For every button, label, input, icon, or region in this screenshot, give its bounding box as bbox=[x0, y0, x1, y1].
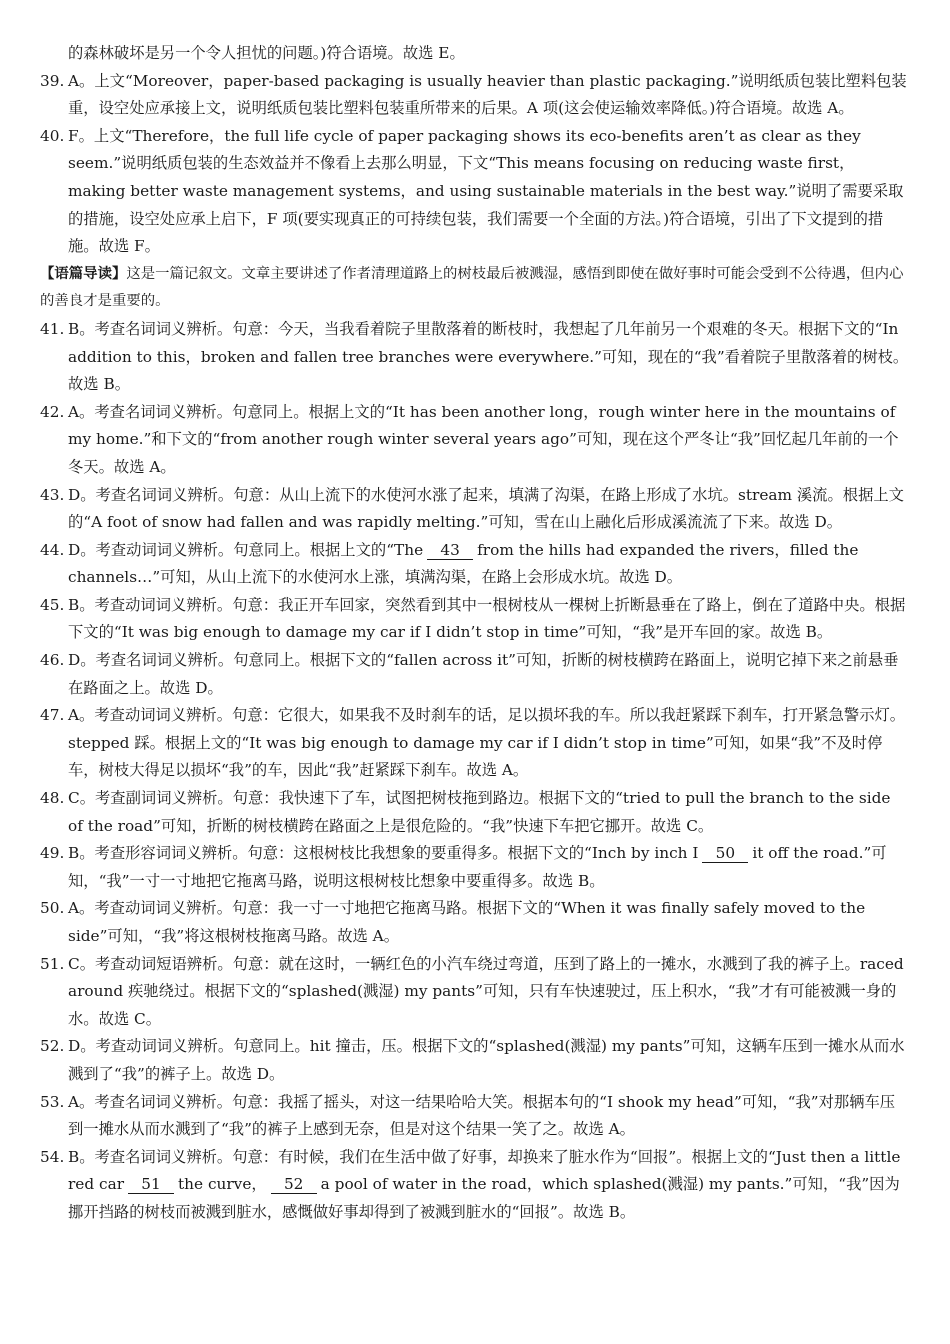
item-text: D。考查名词词义辨析。句意同上。根据下文的“fallen across it”可知，折断的树枝横跨在路面上，说明它掉下来之前悬垂在路面之上。故选 D。 bbox=[68, 651, 899, 697]
blank-number-2: 52 bbox=[271, 1175, 317, 1194]
item-number: 49. bbox=[40, 844, 65, 863]
answer-item-51 bbox=[40, 951, 910, 1034]
item-number: 44. bbox=[40, 540, 65, 559]
item-text: C。考查动词短语辨析。句意：就在这时，一辆红色的小汽车绕过弯道，压到了路上的一摊水，水溅到了我的裤子上。raced around 疾驰绕过。根据下文的“splashed(溅湿) my pants”可知，只有车快速驶过，压上积水，“我”才有可能被溅一身的水。故选 C。 bbox=[68, 954, 904, 1028]
item-text: A。考查名词词义辨析。句意：我摇了摇头，对这一结果哈哈大笑。根据本句的“I shook my head”可知，“我”对那辆车压到一摊水从而水溅到了“我”的裤子上感到无奈，但是对这个结果一笑了之。故选 A。 bbox=[68, 1092, 896, 1139]
item-text: D。考查名词词义辨析。句意：从山上流下的水使河水涨了起来，填满了沟渠，在路上形成了水坑。stream 溪流。根据上文的“A foot of snow had fallen and was rapidly melting.”可知，雪在山上融化后形成溪流流了下来。故选 D。 bbox=[68, 485, 904, 532]
item-text-before-blank: D。考查动词词义辨析。句意同上。根据上文的“The bbox=[68, 540, 424, 559]
item-number: 50. bbox=[40, 899, 65, 918]
item-number: 53. bbox=[40, 1092, 65, 1111]
item-text-after-blank: a pool of water in the road，which splashed(溅湿) my pants.”可知，“我”因为挪开挡路的树枝而被溅到脏水，感慨做好事却得到了被溅到脏水的“回报”。故选 B。 bbox=[68, 1175, 900, 1221]
item-text: B。考查动词词义辨析。句意：我正开车回家，突然看到其中一根树枝从一棵树上折断悬垂在了路上，倒在了道路中央。根据下文的“It was big enough to damage my car if I didn’t stop in time”可知，“我”是开车回的家。故选 B。 bbox=[68, 595, 906, 642]
item-number: 48. bbox=[40, 789, 65, 808]
item-text: C。考查副词词义辨析。句意：我快速下了车，试图把树枝拖到路边。根据下文的“tried to pull the branch to the side of the road”可知，折断的树枝横跨在路面之上是很危险的。“我”快速下车把它挪开。故选 C。 bbox=[68, 789, 891, 835]
answer-item-40 bbox=[40, 123, 910, 261]
item-number: 54. bbox=[40, 1147, 65, 1166]
blank-number: 50 bbox=[702, 844, 748, 863]
item-number: 43. bbox=[40, 485, 65, 504]
item-text: A。考查动词词义辨析。句意：我一寸一寸地把它拖离马路。根据下文的“When it was finally safely moved to the side”可知，“我”将这根树枝拖离马路。故选 A。 bbox=[68, 899, 866, 945]
item-number: 47. bbox=[40, 706, 65, 725]
item-number: 41. bbox=[40, 319, 65, 338]
item-text: D。考查动词词义辨析。句意同上。hit 撞击，压。根据下文的“splashed(溅湿) my pants”可知，这辆车压到一摊水从而水溅到了“我”的裤子上。故选 D。 bbox=[68, 1037, 905, 1083]
item-number: 51. bbox=[40, 954, 65, 973]
answer-item-43 bbox=[40, 482, 910, 537]
answer-item-46 bbox=[40, 647, 910, 702]
item-text: A。考查动词词义辨析。句意：它很大，如果我不及时刹车的话，足以损坏我的车。所以我赶紧踩下刹车，打开紧急警示灯。stepped 踩。根据上文的“It was big enough to damage my car if I didn’t stop in time”可知，如果“我”不及时停车，树枝大得足以损坏“我”的车，因此“我”赶紧踩下刹车。故选 A。 bbox=[68, 706, 906, 780]
blank-number: 51 bbox=[128, 1175, 174, 1194]
answer-item-41 bbox=[40, 316, 910, 399]
answer-item-54 bbox=[40, 1144, 910, 1227]
item-text-middle: the curve， bbox=[178, 1175, 267, 1194]
item-text-before-blank: B。考查形容词词义辨析。句意：这根树枝比我想象的要重得多。根据下文的“Inch by inch I bbox=[68, 844, 699, 863]
item-text-after-blank: from the hills had expanded the rivers，filled the channels…”可知，从山上流下的水使河水上涨，填满沟渠，在路上会形成水坑。故选 D。 bbox=[68, 540, 859, 587]
guide-text: 这是一篇记叙文。文章主要讲述了作者清理道路上的树枝最后被溅湿，感悟到即使在做好事时可能会受到不公待遇，但内心的善良才是重要的。 bbox=[40, 265, 904, 310]
answer-item-53 bbox=[40, 1089, 910, 1144]
item-number: 45. bbox=[40, 595, 65, 614]
answer-item-42 bbox=[40, 399, 910, 482]
item-text: B。考查名词词义辨析。句意：今天，当我看着院子里散落着的断枝时，我想起了几年前另一个艰难的冬天。根据下文的“In addition to this，broken and fallen tree branches were everywhere.”可知，现在的“我”看着院子里散落着的树枝。故选 B。 bbox=[68, 319, 909, 394]
item-number: 46. bbox=[40, 651, 65, 670]
item-text-after-blank: it off the road.”可知，“我”一寸一寸地把它拖离马路，说明这根树枝比想象中要重得多。故选 B。 bbox=[68, 844, 887, 890]
answer-item-50 bbox=[40, 895, 910, 950]
answer-item-44 bbox=[40, 537, 910, 592]
item-number: 52. bbox=[40, 1037, 65, 1056]
answer-item-49 bbox=[40, 840, 910, 895]
item-number: 42. bbox=[40, 402, 65, 421]
blank-number: 43 bbox=[427, 541, 473, 560]
passage-guide bbox=[40, 261, 910, 316]
item-38-continuation bbox=[40, 40, 910, 68]
answer-item-48 bbox=[40, 785, 910, 840]
item-number: 39. bbox=[40, 71, 65, 90]
item-number: 40. bbox=[40, 126, 65, 145]
item-text-before-blank: B。考查名词词义辨析。句意：有时候，我们在生活中做了好事，却换来了脏水作为“回报”。根据上文的“Just then a little red car bbox=[68, 1147, 901, 1194]
item-text: A。上文“Moreover，paper-based packaging is usually heavier than plastic packaging.”说明纸质包装比塑料包装重，设空处应承接上文，说明纸质包装比塑料包装重所带来的后果。A 项(这会使运输效率降低。)符合语境。故选 A。 bbox=[68, 71, 907, 118]
answer-item-52 bbox=[40, 1033, 910, 1088]
answer-item-47 bbox=[40, 702, 910, 785]
guide-tag: 【语篇导读】 bbox=[40, 265, 127, 282]
item-text: A。考查名词词义辨析。句意同上。根据上文的“It has been another long，rough winter here in the mountains of my home.”和下文的“from another rough winter several years ago”可知，现在这个严冬让“我”回忆起几年前的一个冬天。故选 A。 bbox=[68, 402, 899, 476]
item-text: 的森林破坏是另一个令人担忧的问题。)符合语境。故选 E。 bbox=[68, 44, 465, 62]
item-text: F。上文“Therefore，the full life cycle of paper packaging shows its eco-benefits aren’t as clear as they seem.”说明纸质包装的生态效益并不像看上去那么明显，下文“This means focusing on reducing waste first，making better waste management systems，and using sustainable materials in the best way.”说明了需要采取的措施，设空处应承上启下，F 项(要实现真正的可持续包装，我们需要一个全面的方法。)符合语境，引出了下文提到的措施。故选 F。 bbox=[68, 126, 904, 256]
answer-item-45 bbox=[40, 592, 910, 647]
answer-item-39 bbox=[40, 68, 910, 123]
